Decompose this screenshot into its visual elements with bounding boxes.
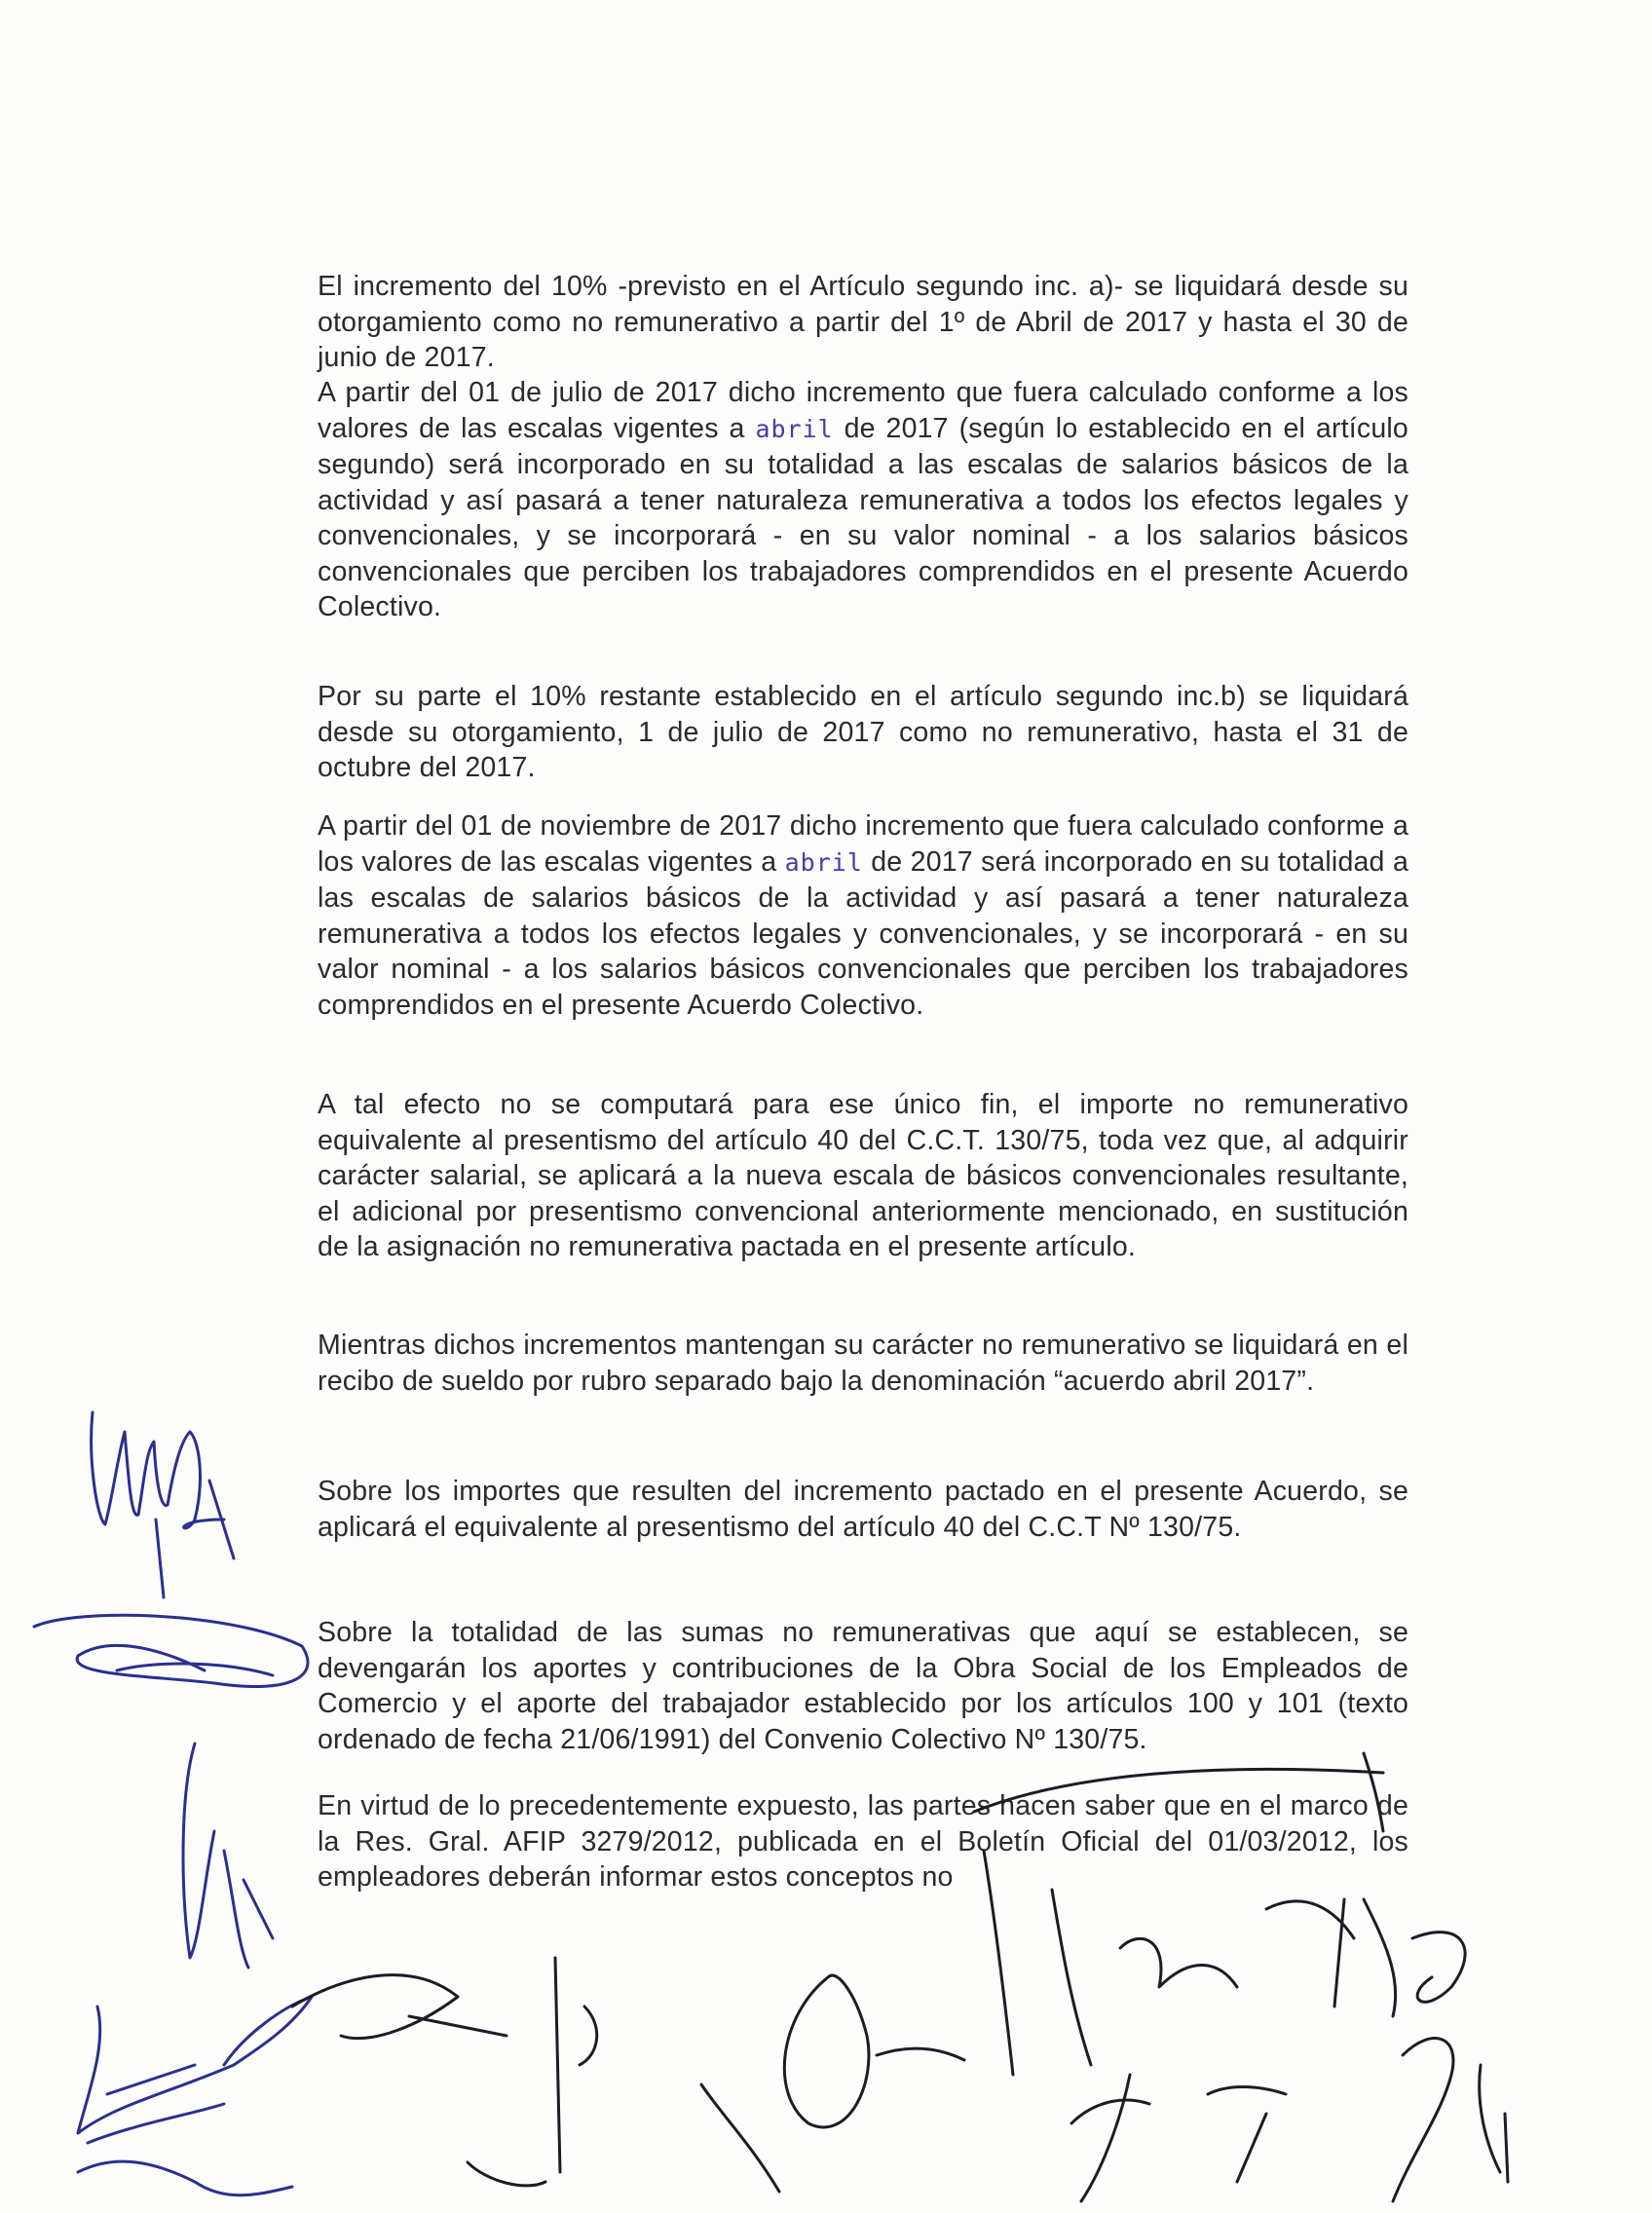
- signature-mark: [156, 1481, 234, 1597]
- text-run: En virtud de lo precedentemente expuesto, las partes hacen saber que en el marco de la Res. Gral. AFIP 3279/2012, publicada en el Boletín Oficial del 01/03/2012, los empleadores deberán informar estos conceptos no: [318, 1790, 1408, 1893]
- paragraph: [318, 1788, 1408, 1895]
- paragraph-text: [318, 679, 1408, 786]
- paragraph-text: [318, 1328, 1408, 1399]
- signature-mark: [183, 1744, 273, 1968]
- paragraph: [318, 1087, 1408, 1265]
- text-run: de 2017 (según lo establecido en el artículo segundo) será incorporado en su totalidad a las escalas de salarios básicos de la actividad y así pasará a tener naturaleza remunerativa a todos los efectos legales y convencionales, y se incorporará - en su valor nominal - a los salarios básicos convencionales que perciben los trabajadores comprendidos en el presente Acuerdo Colectivo.: [318, 412, 1408, 622]
- text-run: Sobre los importes que resulten del incremento pactado en el presente Acuerdo, se aplicará el equivalente al presentismo del artículo 40 del C.C.T Nº 130/75.: [318, 1476, 1408, 1543]
- text-run: A partir del 01 de julio de 2017 dicho incremento que fuera calculado conforme a los valores de las escalas vigentes a: [318, 377, 1408, 444]
- signature-mark: [784, 1975, 964, 2127]
- paragraph-text: [318, 1615, 1408, 1757]
- signature-mark: [34, 1615, 308, 1686]
- text-run: A partir del 01 de noviembre de 2017 dicho incremento que fuera calculado conforme a los valores de las escalas vigentes a: [318, 810, 1408, 878]
- paragraph-text: [318, 808, 1408, 1023]
- paragraph: [318, 679, 1408, 786]
- paragraph: [318, 808, 1408, 1023]
- signature-mark: [92, 1412, 224, 1528]
- handwritten-insert: abril: [755, 414, 834, 443]
- signature-mark: [292, 1958, 597, 2172]
- paragraph: [318, 375, 1408, 625]
- text-run: Sobre la totalidad de las sumas no remunerativas que aquí se establecen, se devengarán los aportes y contribuciones de la Obra Social de los Empleados de Comercio y el aporte del trabajador establecido por los artículos 100 y 101 (texto ordenado de fecha 21/06/1991) del Convenio Colectivo Nº 130/75.: [318, 1617, 1408, 1755]
- signature-mark: [78, 1997, 312, 2143]
- paragraph-text: [318, 1087, 1408, 1265]
- signature-mark: [78, 2161, 292, 2195]
- text-run: A tal efecto no se computará para ese único fin, el importe no remunerativo equivalente al presentismo del artículo 40 del C.C.T. 130/75, toda vez que, al adquirir carácter salarial, se aplicará a la nueva escala de básicos convencionales resultante, el adicional por presentismo convencional anteriormente mencionado, en sustitución de la asignación no remunerativa pactada en el presente artículo.: [318, 1089, 1408, 1262]
- handwritten-insert: abril: [784, 847, 863, 877]
- text-run: El incremento del 10% -previsto en el Artículo segundo inc. a)- se liquidará desde su otorgamiento como no remunerativo a partir del 1º de Abril de 2017 y hasta el 30 de junio de 2017.: [318, 271, 1408, 373]
- text-run: Mientras dichos incrementos mantengan su carácter no remunerativo se liquidará en el recibo de sueldo por rubro separado bajo la denominación “acuerdo abril 2017”.: [318, 1330, 1408, 1397]
- signature-mark: [1393, 2039, 1508, 2201]
- paragraph-text: [318, 375, 1408, 625]
- paragraph: [318, 1615, 1408, 1757]
- paragraph-text: [318, 1474, 1408, 1545]
- paragraph-text: [318, 269, 1408, 376]
- signature-mark: [1071, 2075, 1286, 2201]
- signature-mark: [468, 2084, 779, 2192]
- paragraph: [318, 1328, 1408, 1399]
- paragraph-text: [318, 1788, 1408, 1895]
- paragraph: [318, 1474, 1408, 1545]
- text-run: Por su parte el 10% restante establecido en el artículo segundo inc.b) se liquidará desde su otorgamiento, 1 de julio de 2017 como no remunerativo, hasta el 31 de octubre del 2017.: [318, 681, 1408, 783]
- paragraph: [318, 269, 1408, 376]
- text-run: de 2017 será incorporado en su totalidad a las escalas de salarios básicos de la actividad y así pasará a tener naturaleza remunerativa a todos los efectos legales y convencionales, y se incorporará - en su valor nominal - a los salarios básicos convencionales que perciben los trabajadores comprendidos en el presente Acuerdo Colectivo.: [318, 845, 1408, 1021]
- signature-mark: [1266, 1899, 1465, 2016]
